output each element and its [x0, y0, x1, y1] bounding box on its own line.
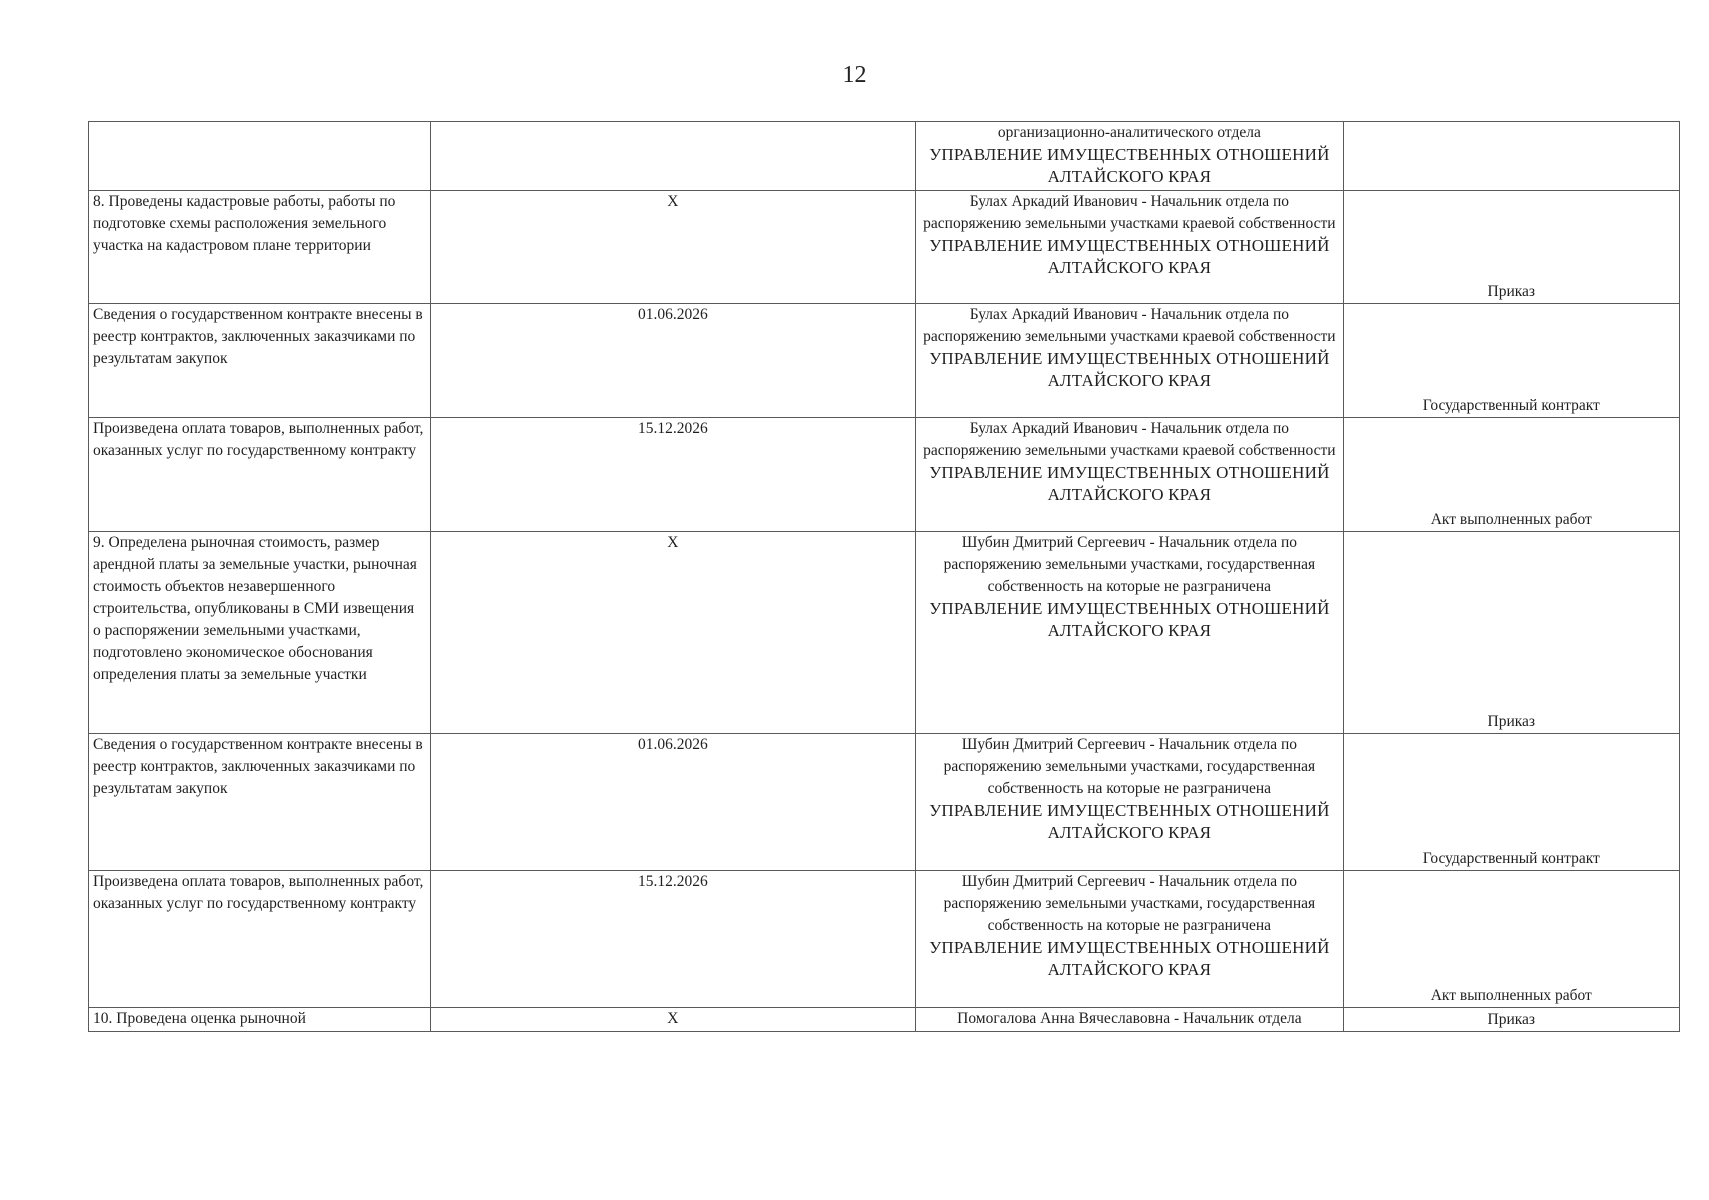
- responsible-organization: УПРАВЛЕНИЕ ИМУЩЕСТВЕННЫХ ОТНОШЕНИЙ АЛТАЙСКОГО КРАЯ: [929, 236, 1330, 277]
- document-label: Акт выполненных работ: [1430, 987, 1592, 1004]
- responsible-organization: УПРАВЛЕНИЕ ИМУЩЕСТВЕННЫХ ОТНОШЕНИЙ АЛТАЙСКОГО КРАЯ: [929, 801, 1330, 842]
- responsible-cell: [916, 122, 1343, 191]
- date-cell: 15.12.2026: [430, 418, 916, 532]
- table-row: [89, 734, 1680, 871]
- responsible-person: Булах Аркадий Иванович - Начальник отдела по распоряжению земельными участками краевой собственности: [923, 420, 1336, 459]
- event-cell: 10. Проведена оценка рыночной: [89, 1008, 431, 1032]
- document-cell: [1343, 304, 1679, 418]
- event-cell: Сведения о государственном контракте внесены в реестр контрактов, заключенных заказчиками по результатам закупок: [89, 304, 431, 418]
- event-cell: [89, 122, 431, 191]
- responsible-person: Шубин Дмитрий Сергеевич - Начальник отдела по распоряжению земельными участками, государственная собственность на которые не разграничена: [943, 873, 1316, 934]
- responsible-organization: УПРАВЛЕНИЕ ИМУЩЕСТВЕННЫХ ОТНОШЕНИЙ АЛТАЙСКОГО КРАЯ: [929, 349, 1330, 390]
- document-cell: [1343, 871, 1679, 1008]
- page-number: 12: [842, 62, 867, 88]
- date-cell: X: [430, 1008, 916, 1032]
- responsible-person: Шубин Дмитрий Сергеевич - Начальник отдела по распоряжению земельными участками, государственная собственность на которые не разграничена: [943, 534, 1316, 595]
- responsible-person: Булах Аркадий Иванович - Начальник отдела по распоряжению земельными участками краевой собственности: [923, 306, 1336, 345]
- document-cell: [1343, 734, 1679, 871]
- event-cell: 9. Определена рыночная стоимость, размер арендной платы за земельные участки, рыночная стоимость объектов незавершенного строительства, опубликованы в СМИ извещения о распоряжении земельными участками, подготовлено экономическое обоснования определения платы за земельные участки: [89, 532, 431, 734]
- document-label: Государственный контракт: [1422, 397, 1600, 414]
- plan-table: [88, 121, 1680, 1032]
- event-cell: Произведена оплата товаров, выполненных работ, оказанных услуг по государственному контракту: [89, 871, 431, 1008]
- responsible-cell: [916, 304, 1343, 418]
- document-cell: [1343, 418, 1679, 532]
- table-row: [89, 532, 1680, 734]
- responsible-person: организационно-аналитического отдела: [997, 124, 1261, 141]
- table-row: [89, 1008, 1680, 1032]
- date-cell: X: [430, 532, 916, 734]
- table-row: [89, 418, 1680, 532]
- date-cell: 15.12.2026: [430, 871, 916, 1008]
- responsible-cell: [916, 418, 1343, 532]
- document-label: Приказ: [1487, 283, 1536, 300]
- date-cell: X: [430, 191, 916, 304]
- date-cell: [430, 122, 916, 191]
- responsible-cell: [916, 1008, 1343, 1032]
- table-row: [89, 304, 1680, 418]
- table-row: [89, 871, 1680, 1008]
- responsible-cell: [916, 871, 1343, 1008]
- document-cell: [1343, 122, 1679, 191]
- responsible-cell: [916, 191, 1343, 304]
- date-cell: 01.06.2026: [430, 734, 916, 871]
- date-cell: 01.06.2026: [430, 304, 916, 418]
- responsible-cell: [916, 532, 1343, 734]
- responsible-organization: УПРАВЛЕНИЕ ИМУЩЕСТВЕННЫХ ОТНОШЕНИЙ АЛТАЙСКОГО КРАЯ: [929, 599, 1330, 640]
- document-cell: [1343, 191, 1679, 304]
- event-cell: 8. Проведены кадастровые работы, работы по подготовке схемы расположения земельного участка на кадастровом плане территории: [89, 191, 431, 304]
- event-cell: Произведена оплата товаров, выполненных работ, оказанных услуг по государственному контракту: [89, 418, 431, 532]
- document-cell: [1343, 1008, 1679, 1032]
- responsible-person: Шубин Дмитрий Сергеевич - Начальник отдела по распоряжению земельными участками, государственная собственность на которые не разграничена: [943, 736, 1316, 797]
- document-label: Приказ: [1487, 1011, 1536, 1028]
- table-row: [89, 191, 1680, 304]
- responsible-person: Помогалова Анна Вячеславовна - Начальник отдела: [957, 1010, 1302, 1027]
- document-label: Акт выполненных работ: [1430, 511, 1592, 528]
- event-cell: Сведения о государственном контракте внесены в реестр контрактов, заключенных заказчиками по результатам закупок: [89, 734, 431, 871]
- responsible-person: Булах Аркадий Иванович - Начальник отдела по распоряжению земельными участками краевой собственности: [923, 193, 1336, 232]
- document-label: Приказ: [1487, 713, 1536, 730]
- responsible-organization: УПРАВЛЕНИЕ ИМУЩЕСТВЕННЫХ ОТНОШЕНИЙ АЛТАЙСКОГО КРАЯ: [929, 463, 1330, 504]
- responsible-organization: УПРАВЛЕНИЕ ИМУЩЕСТВЕННЫХ ОТНОШЕНИЙ АЛТАЙСКОГО КРАЯ: [929, 938, 1330, 979]
- table-row: [89, 122, 1680, 191]
- responsible-cell: [916, 734, 1343, 871]
- document-label: Государственный контракт: [1422, 850, 1600, 867]
- document-cell: [1343, 532, 1679, 734]
- responsible-organization: УПРАВЛЕНИЕ ИМУЩЕСТВЕННЫХ ОТНОШЕНИЙ АЛТАЙСКОГО КРАЯ: [929, 145, 1330, 186]
